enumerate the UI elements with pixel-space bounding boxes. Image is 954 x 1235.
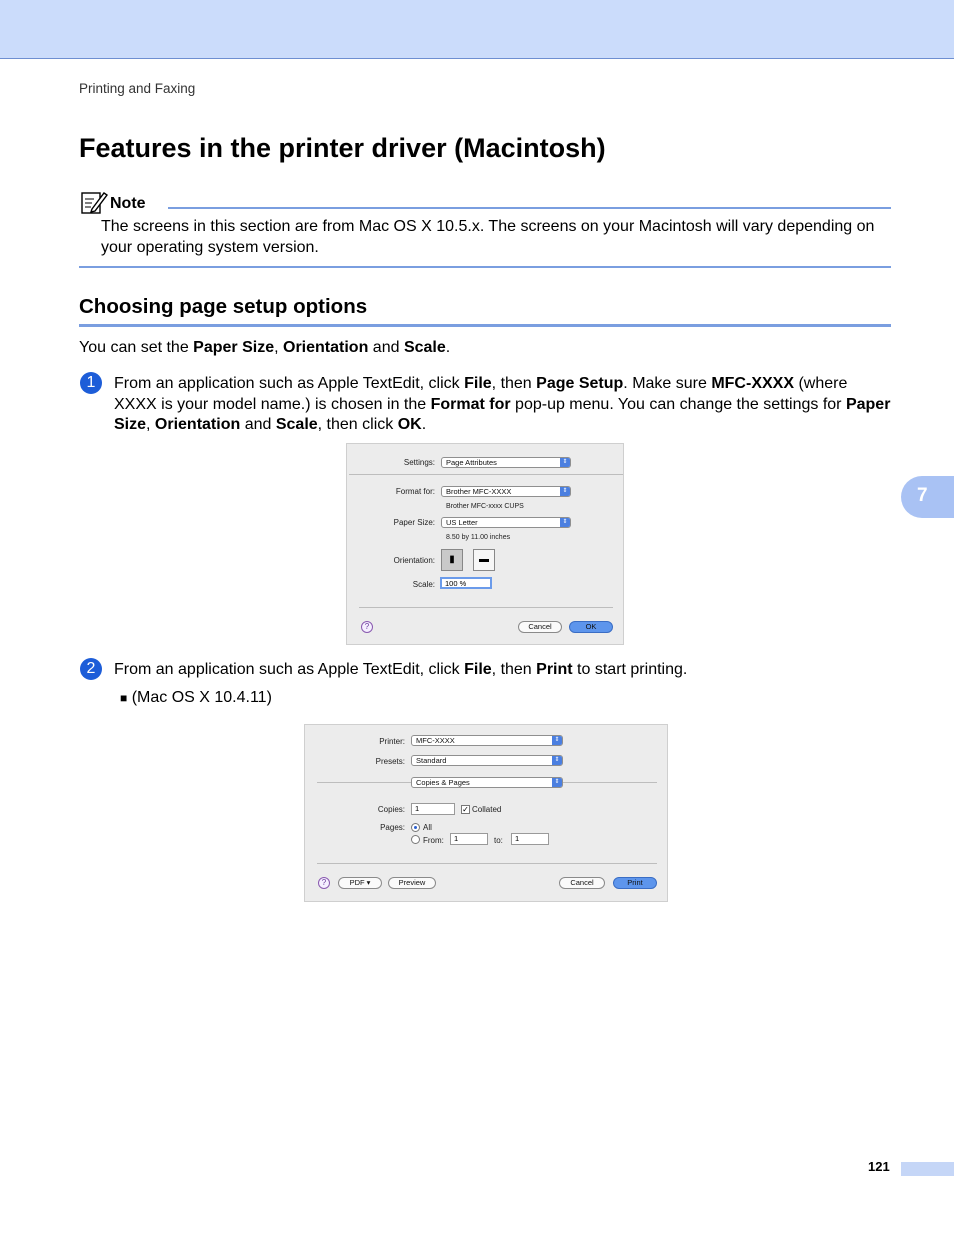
ok-button[interactable]: OK [569,621,613,633]
page-number-bar [901,1162,954,1176]
settings-popup[interactable]: Page Attributes ⇕ [441,457,571,468]
landscape-icon: ▬ [479,554,489,565]
popup-arrows-icon: ⇕ [552,778,562,787]
copies-input[interactable]: 1 [411,803,455,815]
popup-arrows-icon: ⇕ [560,518,570,527]
bullet-item: ■ (Mac OS X 10.4.11) [120,689,272,706]
note-rule-top [168,207,891,209]
page-title: Features in the printer driver (Macintosh) [79,133,606,163]
note-label: Note [110,195,146,212]
pages-from-radio[interactable] [411,835,420,844]
print-button[interactable]: Print [613,877,657,889]
portrait-icon: ▮ [449,554,455,565]
step-1-badge: 1 [80,372,102,394]
help-button[interactable]: ? [361,621,373,633]
popup-arrows-icon: ⇕ [552,756,562,765]
to-page-input[interactable]: 1 [511,833,549,845]
section-rule [79,324,891,327]
chapter-tab: 7 [901,476,954,518]
from-page-input[interactable]: 1 [450,833,488,845]
presets-popup[interactable]: Standard ⇕ [411,755,563,766]
print-dialog: Printer: MFC-XXXX ⇕ Presets: Standard ⇕ Copies & Pages ⇕ Copies: 1 ✓ Collated Pages: All From: 1 to: 1 ? PDF ▾ Preview Cancel Print [304,724,668,902]
printer-popup[interactable]: MFC-XXXX ⇕ [411,735,563,746]
bullet-square-icon: ■ [120,691,128,705]
header-band [0,0,954,59]
panel-popup[interactable]: Copies & Pages ⇕ [411,777,563,788]
page-setup-dialog: Settings: Page Attributes ⇕ Format for: Brother MFC-XXXX ⇕ Brother MFC-xxxx CUPS Paper Size: US Letter ⇕ 8.50 by 11.00 inches Orientation: ▮ ▬ Scale: 100 % ? Cancel OK [346,443,624,645]
preview-button[interactable]: Preview [388,877,436,889]
step-2-text: From an application such as Apple TextEdit, click File, then Print to start printing. [114,661,688,678]
orientation-landscape-button[interactable] [473,549,495,571]
page-number: 121 [868,1159,890,1174]
popup-arrows-icon: ⇕ [560,487,570,496]
collated-checkbox[interactable] [461,805,470,814]
pdf-button[interactable]: PDF ▾ [338,877,382,889]
note-text: The screens in this section are from Mac OS X 10.5.x. The screens on your Macintosh will vary depending on your operating system version. [101,218,875,256]
popup-arrows-icon: ⇕ [552,736,562,745]
paper-size-popup[interactable]: US Letter ⇕ [441,517,571,528]
note-rule-bottom [79,266,891,268]
popup-arrows-icon: ⇕ [560,458,570,467]
orientation-portrait-button[interactable] [441,549,463,571]
format-for-popup[interactable]: Brother MFC-XXXX ⇕ [441,486,571,497]
intro-paragraph: You can set the Paper Size, Orientation and Scale. [79,339,451,356]
scale-input[interactable]: 100 % [440,577,492,589]
running-header: Printing and Faxing [79,81,196,96]
section-heading: Choosing page setup options [79,295,368,318]
step-1-text: From an application such as Apple TextEdit, click File, then Page Setup. Make sure MFC-XXXX (where XXXX is your model name.) is chosen in the Format for pop-up menu. You can change the settings for Paper Size, Orientation and Scale, then click OK. [114,375,891,433]
cancel-button[interactable]: Cancel [559,877,605,889]
pages-all-radio[interactable] [411,823,420,832]
cancel-button[interactable]: Cancel [518,621,562,633]
note-pencil-icon [80,189,108,215]
step-2-badge: 2 [80,658,102,680]
checkmark-icon: ✓ [462,805,469,814]
help-button[interactable]: ? [318,877,330,889]
